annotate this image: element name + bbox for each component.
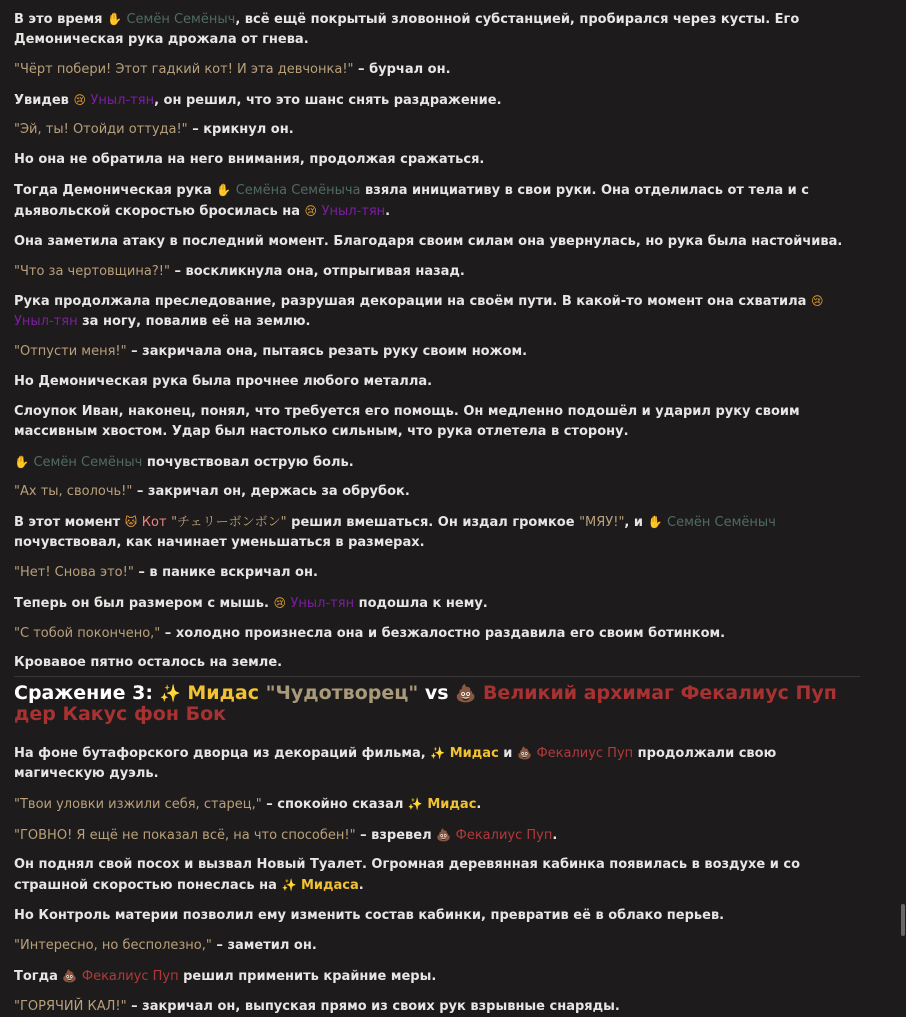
- poop-icon: 💩: [516, 746, 532, 760]
- quote: "Твои уловки изжили себя, старец,": [14, 796, 262, 812]
- character-nickname: "チェリーボンボン": [171, 515, 287, 531]
- paragraph: На фоне бутафорского дворца из декораций фильма, ✨ Мидас и 💩 Фекалиус Пуп продолжали свою магическую дуэль.: [14, 746, 777, 781]
- paragraph: "Нет! Снова это!" – в панике вскричал он.: [14, 564, 318, 580]
- poop-icon: 💩: [436, 827, 452, 842]
- sparkles-icon: ✨: [159, 684, 181, 704]
- sad-face-icon: 😢: [304, 203, 318, 218]
- poop-icon: 💩: [62, 968, 78, 983]
- paragraph: Теперь он был размером с мышь. 😢 Уныл-тян подошла к нему.: [14, 595, 488, 611]
- quote: "Интересно, но бесполезно,": [14, 937, 212, 953]
- paragraph: "Твои уловки изжили себя, старец," – спокойно сказал ✨ Мидас.: [14, 796, 482, 812]
- character-name: Семёна Семёныча: [235, 182, 361, 198]
- character-name: Фекалиус Пуп: [81, 968, 179, 984]
- paragraph: Но Контроль материи позволил ему изменить состав кабинки, превратив её в облако перьев.: [14, 908, 725, 924]
- quote: "Ах ты, сволочь!": [14, 484, 133, 500]
- paragraph: Тогда 💩 Фекалиус Пуп решил применить крайние меры.: [14, 968, 437, 984]
- raised-hand-icon: ✋: [647, 515, 663, 530]
- quote: "МЯУ!": [579, 515, 625, 531]
- paragraph: Увидев 😢 Уныл-тян, он решил, что это шанс снять раздражение.: [14, 92, 502, 108]
- quote: "Чёрт побери! Этот гадкий кот! И эта девчонка!": [14, 61, 354, 77]
- paragraph: "ГОВНО! Я ещё не показал всё, на что способен!" – взревел 💩 Фекалиус Пуп.: [14, 827, 558, 843]
- quote: "ГОВНО! Я ещё не показал всё, на что способен!": [14, 827, 356, 843]
- quote: "Что за чертовщина?!": [14, 263, 170, 279]
- paragraph: "ГОРЯЧИЙ КАЛ!" – закричал он, выпуская прямо из своих рук взрывные снаряды.: [14, 998, 620, 1014]
- paragraph: "С тобой покончено," – холодно произнесла она и безжалостно раздавила его своим ботинком.: [14, 625, 726, 641]
- paragraph: "Отпусти меня!" – закричала она, пытаясь резать руку своим ножом.: [14, 344, 528, 360]
- paragraph: Кровавое пятно осталось на земле.: [14, 655, 283, 671]
- character-name: Фекалиус Пуп: [455, 827, 553, 843]
- quote: "Отпусти меня!": [14, 344, 127, 360]
- sad-face-icon: 😢: [810, 294, 824, 309]
- paragraph: Она заметила атаку в последний момент. Благодаря своим силам она увернулась, но рука была настойчива.: [14, 233, 843, 249]
- sad-face-icon: 😢: [73, 92, 86, 107]
- scrollbar[interactable]: [900, 0, 906, 1001]
- paragraph: "Что за чертовщина?!" – воскликнула она, отпрыгивая назад.: [14, 263, 465, 279]
- character-name: Уныл-тян: [290, 595, 355, 611]
- paragraph: ✋ Семён Семёныч почувствовал острую боль.: [14, 454, 354, 470]
- paragraph: "Ах ты, сволочь!" – закричал он, держась за обрубок.: [14, 484, 410, 500]
- quote: "Нет! Снова это!": [14, 564, 134, 580]
- sparkles-icon: ✨: [407, 796, 423, 811]
- character-name: Кот: [141, 515, 167, 531]
- character-name: Семён Семёныч: [667, 515, 776, 531]
- paragraph: Слоупок Иван, наконец, понял, что требуется его помощь. Он медленно подошёл и ударил руку своим массивным хвостом. Удар был настолько сильным, что рука отлетела в сторону.: [14, 403, 800, 439]
- character-name: Уныл-тян: [321, 203, 386, 219]
- character-name: Мидас: [427, 796, 477, 812]
- paragraph: В этот момент 🐱 Кот "チェリーボンボン" решил вмешаться. Он издал громкое "МЯУ!", и ✋ Семён Семёныч почувствовал, как начинает уменьшаться в размерах.: [14, 515, 776, 551]
- scrollbar-thumb[interactable]: [901, 904, 905, 936]
- character-name: Уныл-тян: [14, 314, 78, 330]
- quote: "Эй, ты! Отойди оттуда!": [14, 122, 188, 138]
- character-name: Семён Семёныч: [126, 12, 236, 27]
- sparkles-icon: ✨: [281, 878, 297, 893]
- sad-face-icon: 😢: [273, 595, 286, 610]
- fighter-name: Мидас: [187, 682, 259, 704]
- quote: "С тобой покончено,": [14, 625, 161, 641]
- cat-face-icon: 🐱: [124, 515, 138, 530]
- paragraph: "Эй, ты! Отойди оттуда!" – крикнул он.: [14, 122, 294, 138]
- character-name: Семён Семёныч: [33, 454, 143, 470]
- paragraph: Но Демоническая рука была прочнее любого металла.: [14, 373, 433, 389]
- raised-hand-icon: ✋: [216, 182, 232, 197]
- story-text: [14, 0, 864, 673]
- paragraph: В это время ✋ Семён Семёныч, всё ещё покрытый зловонной субстанцией, пробирался через кусты. Его Демоническая рука дрожала от гнева.: [14, 12, 800, 47]
- sparkles-icon: ✨: [430, 746, 446, 760]
- paragraph: Тогда Демоническая рука ✋ Семёна Семёныча взяла инициативу в свои руки. Она отделилась от тела и с дьявольской скоростью бросилась на 😢 Уныл-тян.: [14, 182, 809, 219]
- fighter-nickname: "Чудотворец": [265, 682, 419, 704]
- section-divider: [14, 676, 860, 677]
- paragraph: Но она не обратила на него внимания, продолжая сражаться.: [14, 152, 485, 168]
- character-name: Мидас: [449, 746, 499, 761]
- paragraph: "Чёрт побери! Этот гадкий кот! И эта девчонка!" – бурчал он.: [14, 61, 451, 77]
- raised-hand-icon: ✋: [14, 454, 29, 469]
- fighter-name: Великий архимаг Фекалиус Пуп дер Какус фон Бок: [14, 682, 837, 725]
- character-name: Уныл-тян: [90, 92, 155, 108]
- paragraph: "Интересно, но бесполезно," – заметил он.: [14, 937, 317, 953]
- paragraph: Он поднял свой посох и вызвал Новый Туалет. Огромная деревянная кабинка появилась в воздухе и со страшной скоростью понеслась на ✨ Мидаса.: [14, 857, 801, 894]
- battle-heading: Сражение 3: ✨ Мидас "Чудотворец" vs 💩 Великий архимаг Фекалиус Пуп дер Какус фон Бок: [14, 682, 837, 725]
- character-name: Фекалиус Пуп: [536, 746, 634, 761]
- poop-icon: 💩: [455, 684, 477, 704]
- character-name: Мидаса: [300, 878, 359, 894]
- raised-hand-icon: ✋: [106, 12, 122, 26]
- paragraph: Рука продолжала преследование, разрушая декорации на своём пути. В какой-то момент она схватила 😢 Уныл-тян за ногу, повалив её на землю.: [14, 294, 824, 330]
- quote: "ГОРЯЧИЙ КАЛ!": [14, 998, 127, 1014]
- battle-text: [14, 743, 864, 1017]
